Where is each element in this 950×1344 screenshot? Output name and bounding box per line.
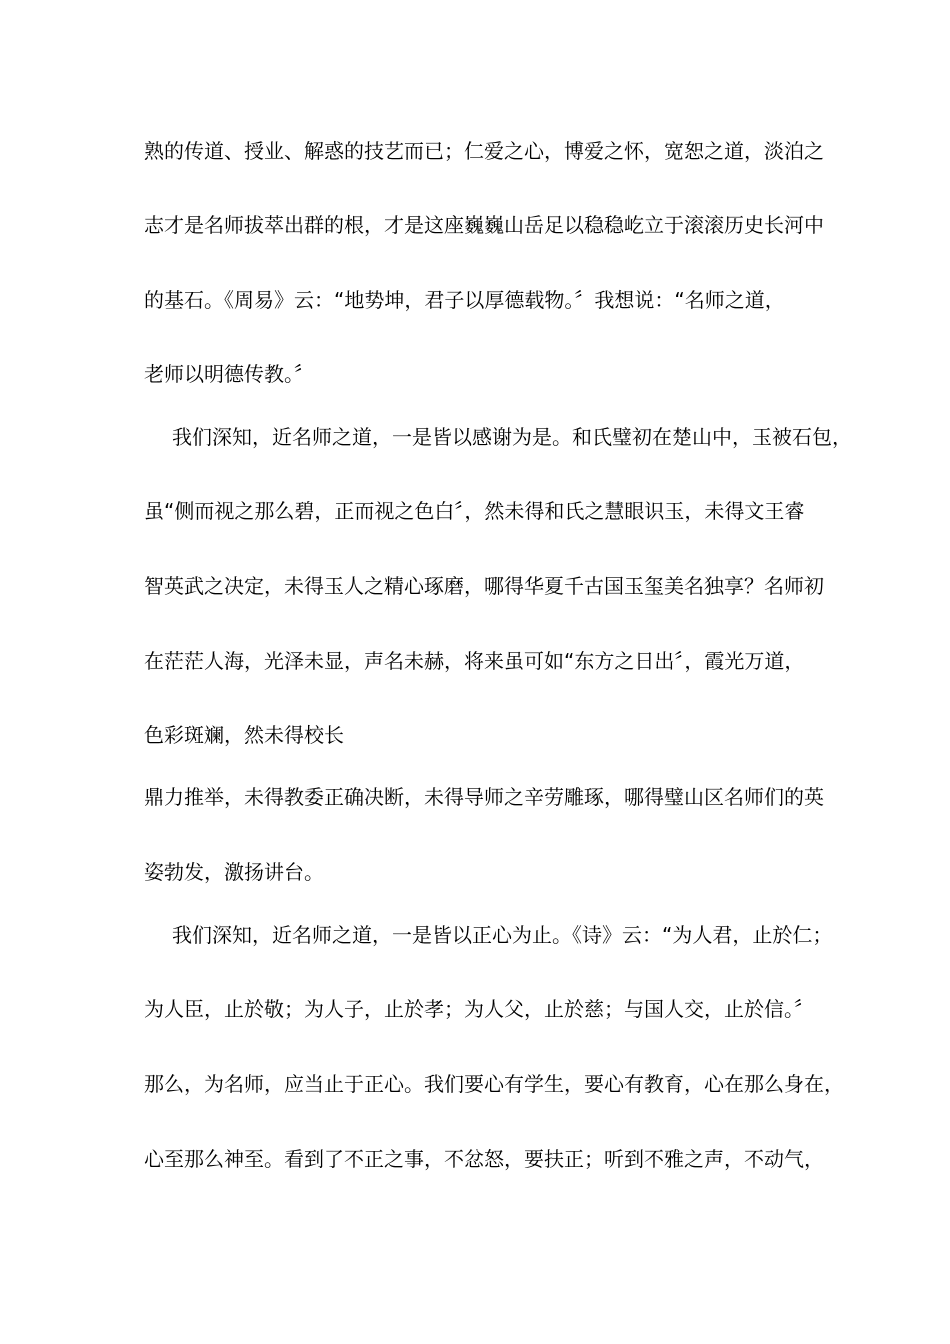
text-line: 老师以明德传教。〞	[144, 362, 314, 386]
text-line: 志才是名师拔萃出群的根，才是这座巍巍山岳足以稳稳屹立于滚滚历史长河中	[144, 213, 824, 237]
paragraph-start-line: 我们深知，近名师之道，一是皆以正心为止。《诗》云：“为人君，止於仁；	[172, 923, 833, 947]
text-line: 为人臣，止於敬；为人子，止於孝；为人父，止於慈；与国人交，止於信。〞	[144, 997, 814, 1021]
text-line: 的基石。《周易》云：“地势坤，君子以厚德载物。〞我想说：“名师之道，	[144, 288, 785, 312]
text-line: 虽“侧而视之那么碧，正而视之色白〞，然未得和氏之慧眼识玉，未得文王睿	[144, 499, 805, 523]
text-line: 智英武之决定，未得玉人之精心琢磨，哪得华夏千古国玉玺美名独享？名师初	[144, 574, 824, 598]
text-line: 姿勃发，激扬讲台。	[144, 860, 324, 884]
text-line: 色彩斑斓，然未得校长	[144, 723, 344, 747]
text-line: 在茫茫人海，光泽未显，声名未赫，将来虽可如“东方之日出〞，霞光万道，	[144, 649, 805, 673]
text-line: 熟的传道、授业、解惑的技艺而已；仁爱之心，博爱之怀，宽恕之道，淡泊之	[144, 139, 824, 163]
text-line: 鼎力推举，未得教委正确决断，未得导师之辛劳雕琢，哪得璧山区名师们的英	[144, 785, 824, 809]
text-line: 心至那么神至。看到了不正之事，不忿怒，要扶正；听到不雅之声，不动气，	[144, 1147, 824, 1171]
paragraph-start-line: 我们深知，近名师之道，一是皆以感谢为是。和氏璧初在楚山中，玉被石包，	[172, 425, 852, 449]
text-line: 那么，为名师，应当止于正心。我们要心有学生，要心有教育，心在那么身在，	[144, 1072, 844, 1096]
